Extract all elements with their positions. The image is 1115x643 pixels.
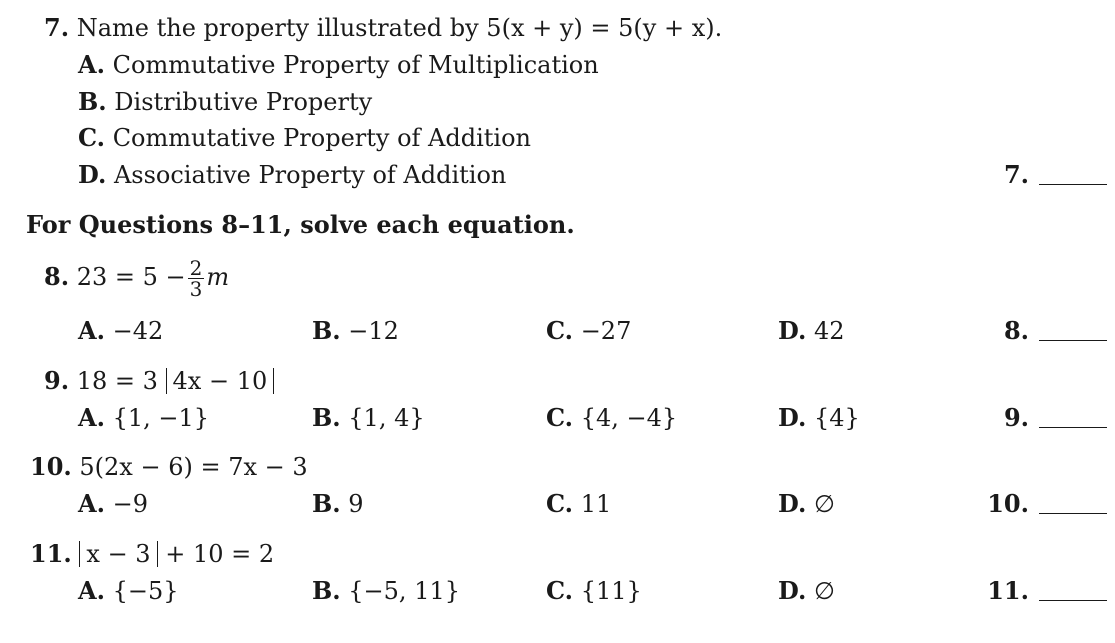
option-text: {−5, 11}	[348, 577, 460, 605]
option-text: 42	[813, 317, 845, 345]
question-11-stem	[30, 540, 274, 568]
option-letter: A.	[78, 316, 105, 345]
fraction-denominator: 3	[189, 277, 203, 301]
q9-answer-blank[interactable]	[1004, 404, 1107, 432]
option-text: {4, −4}	[580, 404, 678, 432]
q9-option-d[interactable]	[778, 404, 860, 432]
option-letter: B.	[312, 489, 341, 518]
option-text: −42	[112, 317, 164, 345]
option-letter: A.	[78, 50, 105, 79]
option-text: Commutative Property of Multiplication	[112, 51, 599, 79]
option-text: −9	[112, 490, 149, 518]
q9-option-a[interactable]	[78, 404, 209, 432]
q11-option-b[interactable]	[312, 577, 460, 605]
q8-option-d[interactable]	[778, 317, 845, 345]
answer-line[interactable]	[1039, 427, 1107, 428]
option-text: {−5}	[112, 577, 179, 605]
question-10-stem	[30, 453, 308, 481]
question-8-stem	[44, 258, 229, 299]
q8-answer-blank[interactable]	[1004, 317, 1107, 345]
q9-option-c[interactable]	[546, 404, 677, 432]
equation-variable: m	[206, 263, 230, 291]
q10-option-a[interactable]	[78, 490, 148, 518]
equation-left: 18 = 3	[76, 367, 158, 395]
option-text: −27	[580, 317, 632, 345]
option-text: {11}	[580, 577, 642, 605]
option-letter: A.	[78, 489, 105, 518]
answer-line[interactable]	[1039, 513, 1107, 514]
question-number: 7.	[44, 13, 70, 42]
option-text: −12	[348, 317, 399, 345]
option-letter: B.	[78, 87, 107, 116]
answer-line[interactable]	[1039, 600, 1107, 601]
q8-option-c[interactable]	[546, 317, 631, 345]
option-letter: C.	[546, 316, 574, 345]
question-number: 11.	[30, 539, 72, 568]
option-letter: D.	[778, 316, 807, 345]
q7-option-a[interactable]	[78, 51, 599, 79]
option-text: Commutative Property of Addition	[112, 124, 531, 152]
option-letter: C.	[78, 123, 106, 152]
option-letter: C.	[546, 489, 574, 518]
q10-option-c[interactable]	[546, 490, 611, 518]
q11-option-d[interactable]	[778, 577, 835, 605]
option-text: Distributive Property	[114, 88, 373, 116]
fraction	[188, 258, 205, 299]
question-7-stem	[44, 14, 722, 42]
answer-line[interactable]	[1039, 340, 1107, 341]
q7-option-d[interactable]	[78, 161, 506, 189]
option-text: 9	[348, 490, 364, 518]
option-letter: C.	[546, 576, 574, 605]
option-letter: D.	[78, 160, 107, 189]
question-9-stem	[44, 367, 274, 395]
section-heading: For Questions 8–11, solve each equation.	[26, 210, 575, 239]
option-text: Associative Property of Addition	[113, 161, 507, 189]
answer-number: 8.	[1003, 316, 1029, 345]
absolute-value: 4x − 10	[166, 368, 275, 394]
q8-option-a[interactable]	[78, 317, 163, 345]
q10-option-d[interactable]	[778, 490, 835, 518]
question-number: 8.	[44, 262, 70, 291]
option-letter: B.	[312, 576, 341, 605]
option-text: {1, 4}	[348, 404, 425, 432]
option-text: {1, −1}	[112, 404, 210, 432]
q11-answer-blank[interactable]	[987, 577, 1107, 605]
option-text: {4}	[813, 404, 860, 432]
equation-left: 23 = 5 −	[76, 263, 186, 291]
answer-number: 9.	[1003, 403, 1029, 432]
q11-option-c[interactable]	[546, 577, 642, 605]
absolute-value: x − 3	[79, 541, 157, 567]
q11-option-a[interactable]	[78, 577, 179, 605]
equation-right: + 10 = 2	[165, 540, 275, 568]
answer-line[interactable]	[1039, 184, 1107, 185]
q7-option-b[interactable]	[78, 88, 372, 116]
option-letter: B.	[312, 316, 341, 345]
q7-option-c[interactable]	[78, 124, 531, 152]
option-letter: A.	[78, 403, 105, 432]
option-letter: D.	[778, 403, 807, 432]
q7-answer-blank[interactable]	[1004, 161, 1107, 189]
option-letter: A.	[78, 576, 105, 605]
empty-set-icon: ∅	[813, 490, 835, 518]
question-text: Name the property illustrated by 5(x + y) = 5(y + x).	[76, 14, 723, 42]
answer-number: 10.	[987, 489, 1029, 518]
option-text: 11	[580, 490, 612, 518]
option-letter: D.	[778, 576, 807, 605]
question-number: 10.	[30, 452, 72, 481]
answer-number: 11.	[987, 576, 1029, 605]
empty-set-icon: ∅	[813, 577, 835, 605]
option-letter: C.	[546, 403, 574, 432]
q10-answer-blank[interactable]	[987, 490, 1107, 518]
option-letter: D.	[778, 489, 807, 518]
fraction-numerator: 2	[189, 256, 203, 280]
equation: 5(2x − 6) = 7x − 3	[79, 453, 308, 481]
answer-number: 7.	[1003, 160, 1029, 189]
option-letter: B.	[312, 403, 341, 432]
q8-option-b[interactable]	[312, 317, 399, 345]
q10-option-b[interactable]	[312, 490, 364, 518]
question-number: 9.	[44, 366, 70, 395]
q9-option-b[interactable]	[312, 404, 425, 432]
